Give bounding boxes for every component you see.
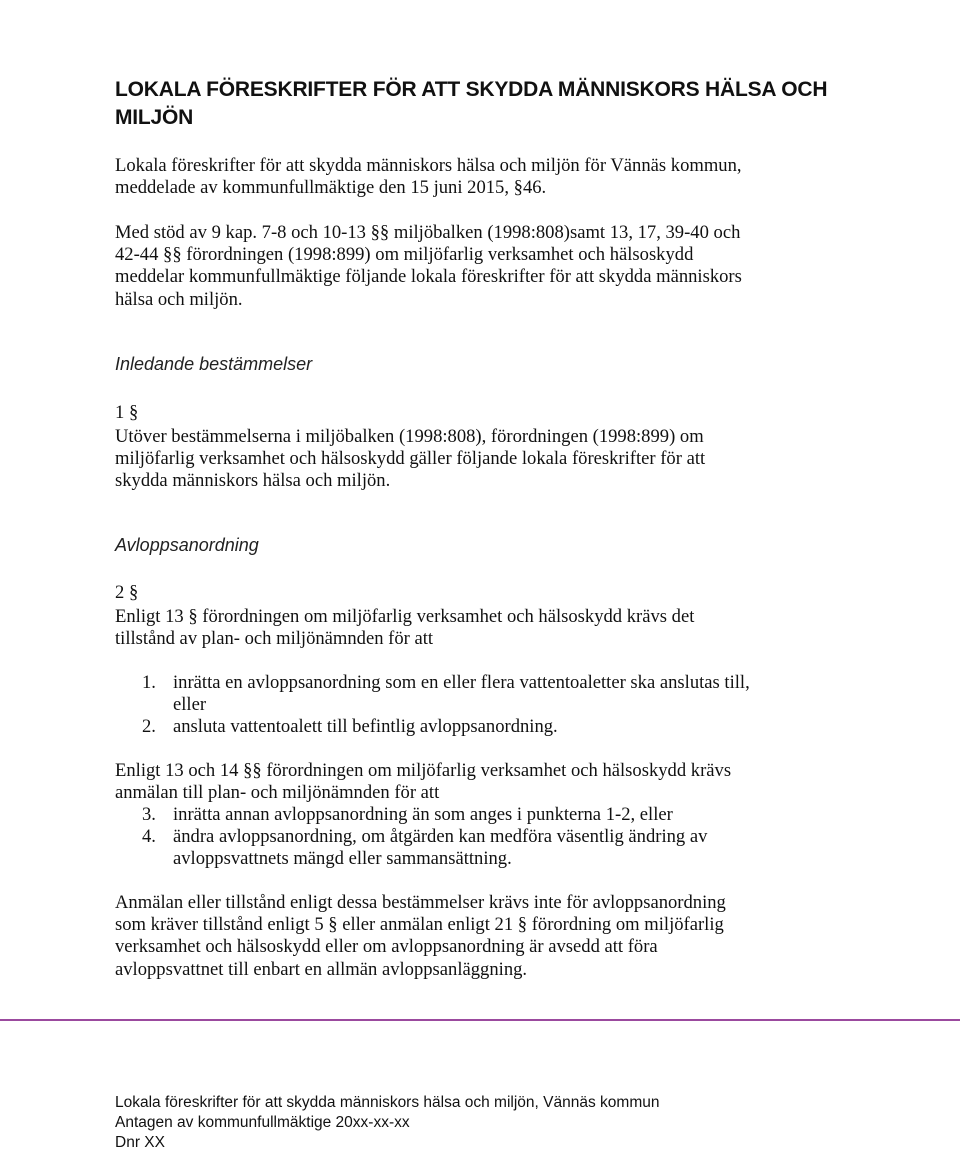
text-line: anmälan till plan- och miljönämnden för att	[115, 782, 440, 804]
section-heading-avlopp: Avloppsanordning	[115, 535, 259, 555]
text-line: Dnr XX	[115, 1134, 165, 1151]
list-number: 2.	[142, 716, 156, 738]
page-footer	[115, 1093, 659, 1153]
text-line: 42-44 §§ förordningen (1998:899) om miljöfarlig verksamhet och hälsoskydd	[115, 244, 694, 266]
text-line: ansluta vattentoalett till befintlig avloppsanordning.	[173, 716, 558, 738]
text-line: tillstånd av plan- och miljönämnden för att	[115, 628, 434, 650]
list-number: 3.	[142, 804, 156, 825]
list-item	[115, 672, 750, 716]
text-line: avloppsvattnets mängd eller sammansättning.	[173, 848, 512, 870]
list-number: 1.	[142, 672, 156, 693]
text-line: meddelade av kommunfullmäktige den 15 juni 2015, §46.	[115, 177, 547, 199]
list-item	[115, 826, 707, 870]
document-title	[115, 76, 827, 132]
text-line: Anmälan eller tillstånd enligt dessa bestämmelser krävs inte för avloppsanordning	[115, 892, 726, 913]
text-line: som kräver tillstånd enligt 5 § eller anmälan enligt 21 § förordning om miljöfarlig	[115, 914, 724, 936]
text-line: avloppsvattnet till enbart en allmän avloppsanläggning.	[115, 958, 528, 980]
text-line: inrätta en avloppsanordning som en eller flera vattentoaletter ska anslutas till,	[173, 672, 750, 693]
text-line: Med stöd av 9 kap. 7-8 och 10-13 §§ miljöbalken (1998:808)samt 13, 17, 39-40 och	[115, 222, 741, 243]
text-line: Antagen av kommunfullmäktige 20xx-xx-xx	[115, 1114, 410, 1131]
list-item	[115, 716, 750, 738]
section2-text-b	[115, 760, 731, 804]
list-number: 4.	[142, 826, 156, 848]
footer-divider	[0, 1019, 960, 1021]
text-line: hälsa och miljön.	[115, 288, 243, 310]
text-line: ändra avloppsanordning, om åtgärden kan medföra väsentlig ändring av	[173, 826, 708, 848]
text-line: MILJÖN	[115, 106, 194, 129]
text-line: LOKALA FÖRESKRIFTER FÖR ATT SKYDDA MÄNNISKORS HÄLSA OCH	[115, 78, 828, 101]
text-line: Enligt 13 § förordningen om miljöfarlig verksamhet och hälsoskydd krävs det	[115, 606, 695, 627]
section-heading-inledande: Inledande bestämmelser	[115, 354, 313, 374]
paragraph-number-2: 2 §	[115, 582, 139, 603]
text-line: eller	[173, 694, 207, 716]
text-line: inrätta annan avloppsanordning än som anges i punkterna 1-2, eller	[173, 804, 673, 825]
text-line: Utöver bestämmelserna i miljöbalken (1998:808), förordningen (1998:899) om	[115, 426, 704, 447]
text-line: miljöfarlig verksamhet och hälsoskydd gäller följande lokala föreskrifter för att	[115, 448, 706, 470]
text-line: Lokala föreskrifter för att skydda människors hälsa och miljön för Vännäs kommun,	[115, 155, 742, 176]
section2-list-b	[115, 804, 707, 871]
section2-text-c	[115, 892, 726, 981]
text-line: verksamhet och hälsoskydd eller om avloppsanordning är avsedd att föra	[115, 936, 658, 958]
text-line: Lokala föreskrifter för att skydda människors hälsa och miljön, Vännäs kommun	[115, 1094, 660, 1111]
legal-basis-paragraph	[115, 222, 742, 311]
section2-list-a	[115, 672, 750, 739]
text-line: meddelar kommunfullmäktige följande lokala föreskrifter för att skydda människors	[115, 266, 742, 288]
paragraph-number-1: 1 §	[115, 402, 139, 423]
intro-paragraph	[115, 155, 742, 199]
section2-text-a	[115, 606, 694, 650]
list-item	[115, 804, 707, 826]
text-line: skydda människors hälsa och miljön.	[115, 470, 391, 492]
section1-text	[115, 426, 705, 493]
text-line: Enligt 13 och 14 §§ förordningen om miljöfarlig verksamhet och hälsoskydd krävs	[115, 760, 732, 781]
